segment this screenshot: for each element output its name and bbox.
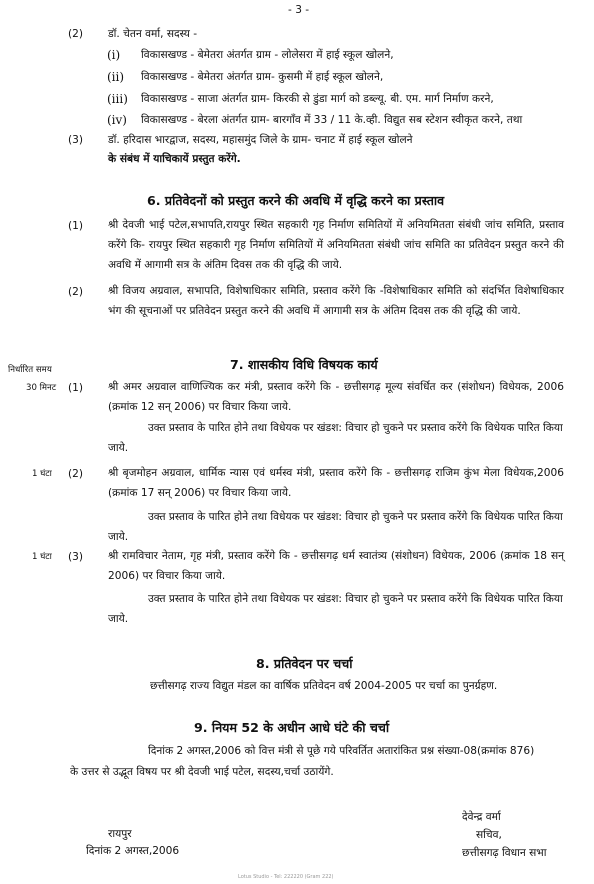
item-number: (2): [68, 468, 84, 480]
sub-item-text: विकासखण्ड - बेमेतरा अंतर्गत ग्राम- कुसमी में हाई स्कूल खोलने,: [141, 71, 384, 83]
motion-text: श्री रामविचार नेताम, गृह मंत्री, प्रस्ताव करेंगे कि - छत्तीसगढ़ धर्म स्वातंत्र्य (संशोधन) विधेयक, 2006 (क्रमांक 18 सन् 2006) पर विचार किया जाये.: [108, 550, 564, 582]
section-heading: 9. नियम 52 के अधीन आधे घंटे की चर्चा: [194, 720, 390, 735]
item-number: (2): [68, 28, 84, 40]
place: रायपुर: [108, 828, 132, 840]
motion-text: श्री बृजमोहन अग्रवाल, धार्मिक न्यास एवं धर्मस्व मंत्री, प्रस्ताव करेंगे कि - छत्तीसगढ़ राजिम कुंभ मेला विधेयक,2006 (क्रमांक 17 सन् 2006) पर विचार किया जाये.: [108, 467, 564, 499]
discussion-text: दिनांक 2 अगस्त,2006 को वित्त मंत्री से पूछे गये परिवर्तित अतारांकित प्रश्न संख्या-08(क्रमांक 876): [148, 745, 535, 757]
sub-item-number: (iv): [107, 113, 127, 127]
time-allotted: 1 घंटा: [32, 552, 52, 562]
item-number: (2): [68, 286, 84, 298]
section-heading: 6. प्रतिवेदनों को प्रस्तुत करने की अवधि में वृद्धि करने का प्रस्ताव: [147, 193, 445, 208]
petition-text: डॉ. हरिदास भारद्वाज, सदस्य, महासमुंद जिले के ग्राम- चनाट में हाई स्कूल खोलने: [108, 134, 413, 146]
sub-item-text: विकासखण्ड - साजा अंतर्गत ग्राम- किरकी से डुंडा मार्ग को डब्ल्यू. बी. एम. मार्ग निर्माण करने,: [141, 93, 494, 105]
printer-mark: Lotus Studio - Tel: 222220 (Gram 222): [238, 874, 334, 880]
section-heading: 7. शासकीय विधि विषयक कार्य: [230, 357, 378, 372]
time-allotted: 1 घंटा: [32, 469, 52, 479]
signatory-title: सचिव,: [476, 829, 502, 841]
signatory-name: देवेन्द्र वर्मा: [462, 811, 501, 823]
item-number: (3): [68, 551, 84, 563]
sub-item-text: विकासखण्ड - बेरला अंतर्गत ग्राम- बारगाँव में 33 / 11 के.व्ही. विद्युत सब स्टेशन स्वीकृत करने, तथा: [141, 114, 523, 126]
motion-followup: उक्त प्रस्ताव के पारित होने तथा विधेयक पर खंडश: विचार हो चुकने पर प्रस्ताव करेंगे कि विधेयक पारित किया जाये.: [108, 422, 563, 454]
sub-item-number: (i): [107, 48, 121, 62]
petition-closing: के संबंध में याचिकायें प्रस्तुत करेंगे.: [108, 153, 241, 165]
date: दिनांक 2 अगस्त,2006: [86, 845, 180, 857]
section-heading: 8. प्रतिवेदन पर चर्चा: [256, 656, 353, 671]
time-allotted-header: निर्धारित समय: [8, 365, 52, 375]
petitioner-name: डॉ. चेतन वर्मा, सदस्य -: [108, 28, 198, 40]
discussion-text: छत्तीसगढ़ राज्य विद्युत मंडल का वार्षिक प्रतिवेदन वर्ष 2004-2005 पर चर्चा का पुनर्ग्रहण.: [150, 680, 498, 692]
sub-item-text: विकासखण्ड - बेमेतरा अंतर्गत ग्राम - लोलेसरा में हाई स्कूल खोलने,: [141, 49, 394, 61]
discussion-text: के उत्तर से उद्भूत विषय पर श्री देवजी भाई पटेल, सदस्य,चर्चा उठायेंगे.: [70, 766, 334, 778]
sub-item-number: (iii): [107, 92, 128, 106]
item-number: (1): [68, 382, 84, 394]
motion-text: श्री देवजी भाई पटेल,सभापति,रायपुर स्थित सहकारी गृह निर्माण समितियों में अनियमितता संबंधी जांच समिति, प्रस्ताव करेंगे कि- रायपुर स्थित सहकारी गृह निर्माण समितियों में अनियमितता संबंधी जांच समिति का प्रतिवेदन प्रस्तुत करने की अवधि में आगामी सत्र के अंतिम दिवस तक की वृद्धि की जाये.: [108, 219, 564, 271]
motion-text: श्री अमर अग्रवाल वाणिज्यिक कर मंत्री, प्रस्ताव करेंगे कि - छत्तीसगढ़ मूल्य संवर्धित कर (संशोधन) विधेयक, 2006 (क्रमांक 12 सन् 2006) पर विचार किया जाये.: [108, 381, 564, 413]
page-number: - 3 -: [288, 4, 310, 16]
signatory-org: छत्तीसगढ़ विधान सभा: [462, 847, 547, 859]
motion-followup: उक्त प्रस्ताव के पारित होने तथा विधेयक पर खंडश: विचार हो चुकने पर प्रस्ताव करेंगे कि विधेयक पारित किया जाये.: [108, 593, 563, 625]
motion-text: श्री विजय अग्रवाल, सभापति, विशेषाधिकार समिति, प्रस्ताव करेंगे कि -विशेषाधिकार समिति को संदर्भित विशेषाधिकार भंग की सूचनाओं पर प्रतिवेदन प्रस्तुत करने की अवधि में आगामी सत्र के अंतिम दिवस तक की वृद्धि की जाये.: [108, 285, 564, 317]
motion-followup: उक्त प्रस्ताव के पारित होने तथा विधेयक पर खंडश: विचार हो चुकने पर प्रस्ताव करेंगे कि विधेयक पारित किया जाये.: [108, 511, 563, 543]
item-number: (1): [68, 220, 84, 232]
time-allotted: 30 मिनट: [26, 383, 57, 393]
item-number: (3): [68, 134, 84, 146]
sub-item-number: (ii): [107, 70, 125, 84]
